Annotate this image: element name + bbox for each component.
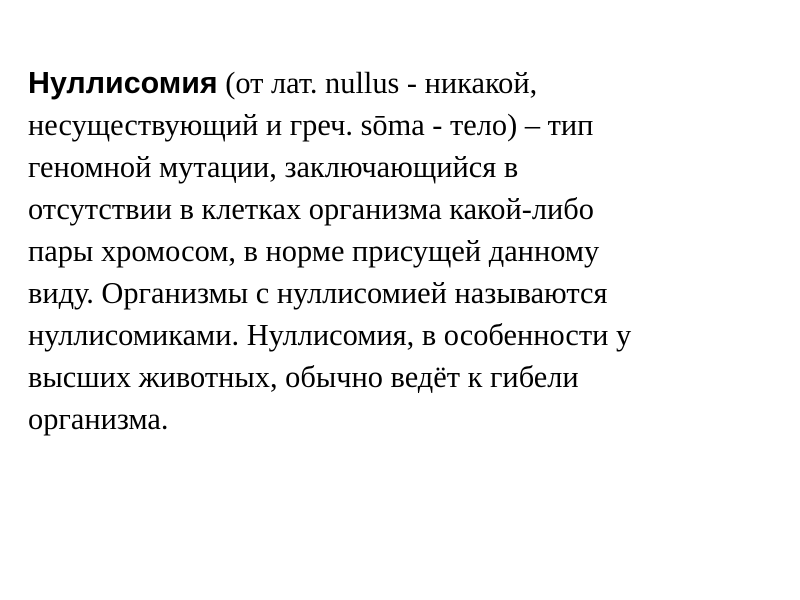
definition-text	[28, 62, 734, 440]
text-line-5: пары хромосом, в норме присущей данному	[28, 233, 600, 268]
text-line-8: высших животных, обычно ведёт к гибели	[28, 359, 579, 394]
text-line-4: отсутствии в клетках организма какой-либо	[28, 191, 594, 226]
text-line-6: виду. Организмы с нуллисомией называются	[28, 275, 608, 310]
text-line-9: организма.	[28, 401, 169, 436]
text-line-1	[28, 62, 734, 104]
text-line-7: нуллисомиками. Нуллисомия, в особенности у	[28, 317, 632, 352]
term-heading: Нуллисомия	[28, 65, 218, 100]
text-line-2: несуществующий и греч. sōma - тело) – тип	[28, 107, 594, 142]
text-line-1-rest: (от лат. nullus - никакой,	[217, 65, 538, 100]
text-line-3: геномной мутации, заключающийся в	[28, 149, 519, 184]
